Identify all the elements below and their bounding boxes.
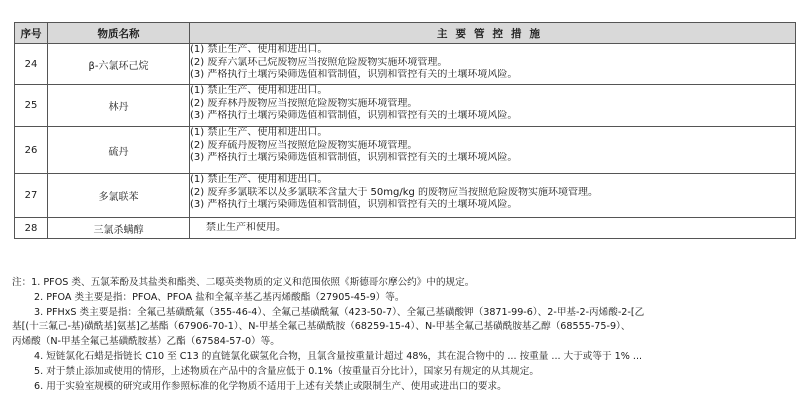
measure-line: (2) 废弃硫丹废物应当按照危险废物实施环境管理。 bbox=[190, 139, 418, 151]
row-number: 28 bbox=[15, 218, 48, 239]
measure-line: (1) 禁止生产、使用和进出口。 bbox=[190, 44, 328, 55]
header-no: 序号 bbox=[15, 23, 48, 44]
measures-cell bbox=[190, 127, 796, 174]
table-row bbox=[15, 218, 796, 239]
table-row bbox=[15, 174, 796, 218]
note-line: 6. 用于实验室规模的研究或用作参照标准的化学物质不适用于上述有关禁止或限制生产、使用或进出口的要求。 bbox=[34, 380, 507, 392]
note-line: 5. 对于禁止添加或使用的情形，上述物质在产品中的含量应低于 0.1%（按重量百分比计），国家另有规定的从其规定。 bbox=[34, 365, 539, 377]
measure-line: (3) 严格执行土壤污染筛选值和管制值，识别和管控有关的土壤环境风险。 bbox=[190, 69, 518, 80]
substance-name: β-六氯环己烷 bbox=[48, 44, 190, 85]
note-line: 3. PFHxS 类主要是指：全氟己基磺酰氟（355-46-4）、全氟己基磺酰氟（423-50-7）、全氟己基磺酸钾（3871-99-6）、2-甲基-2-丙烯酸-2-[乙 bbox=[34, 306, 645, 318]
measure-line: (1) 禁止生产、使用和进出口。 bbox=[190, 127, 328, 138]
substance-name: 三氯杀螨醇 bbox=[48, 218, 190, 239]
measure-line: (1) 禁止生产、使用和进出口。 bbox=[190, 174, 328, 185]
substance-name: 硫丹 bbox=[48, 127, 190, 174]
note-line: 2. PFOA 类主要是指：PFOA、PFOA 盐和全氟辛基乙基丙烯酸酯（27905-45-9）等。 bbox=[34, 291, 405, 303]
measure-line: 禁止生产和使用。 bbox=[206, 221, 286, 233]
measures-cell bbox=[190, 85, 796, 127]
table-row bbox=[15, 127, 796, 174]
table-header-row bbox=[15, 23, 796, 44]
footnotes bbox=[12, 276, 796, 394]
measures-cell bbox=[190, 218, 796, 239]
measure-line: (3) 严格执行土壤污染筛选值和管制值，识别和管控有关的土壤环境风险。 bbox=[190, 152, 518, 163]
header-main-measures: 主要管控措施 bbox=[190, 23, 796, 44]
measure-line: (1) 禁止生产、使用和进出口。 bbox=[190, 85, 328, 96]
note-line: 丙烯酸（N-甲基全氟己基磺酰胺基）乙酯（67584-57-0）等。 bbox=[12, 336, 280, 348]
row-number: 24 bbox=[15, 44, 48, 85]
header-substance-name: 物质名称 bbox=[48, 23, 190, 44]
substance-name: 多氯联苯 bbox=[48, 174, 190, 218]
measure-line: (2) 废弃六氯环己烷废物应当按照危险废物实施环境管理。 bbox=[190, 56, 448, 68]
measures-cell bbox=[190, 174, 796, 218]
measure-line: (2) 废弃林丹废物应当按照危险废物实施环境管理。 bbox=[190, 97, 418, 109]
measures-cell bbox=[190, 44, 796, 85]
note-line: 4. 短链氯化石蜡是指链长 C10 至 C13 的直链氯化碳氢化合物，且氯含量按重量计超过 48%，其在混合物中的 ... 按重量 ... 大于或等于 1% ... bbox=[34, 350, 643, 362]
row-number: 25 bbox=[15, 85, 48, 127]
row-number: 26 bbox=[15, 127, 48, 174]
table-row bbox=[15, 85, 796, 127]
measure-line: (3) 严格执行土壤污染筛选值和管制值，识别和管控有关的土壤环境风险。 bbox=[190, 110, 518, 121]
measure-line: (2) 废弃多氯联苯以及多氯联苯含量大于 50mg/kg 的废物应当按照危险废物实施环境管理。 bbox=[190, 186, 599, 198]
note-line: 基[(十三氟己-基)磺酰基]氨基]乙基酯（67906-70-1）、N-甲基全氟己基磺酰胺（68259-15-4）、N-甲基全氟己基磺酰胺基乙醇（68555-75-9）、 bbox=[12, 321, 631, 333]
control-measures-table bbox=[14, 22, 796, 239]
table-row bbox=[15, 44, 796, 85]
substance-name: 林丹 bbox=[48, 85, 190, 127]
measure-line: (3) 严格执行土壤污染筛选值和管制值，识别和管控有关的土壤环境风险。 bbox=[190, 199, 518, 210]
row-number: 27 bbox=[15, 174, 48, 218]
note-line: 注：1. PFOS 类、五氯苯酚及其盐类和酯类、二噁英类物质的定义和范围依照《斯德哥尔摩公约》中的规定。 bbox=[12, 277, 475, 288]
